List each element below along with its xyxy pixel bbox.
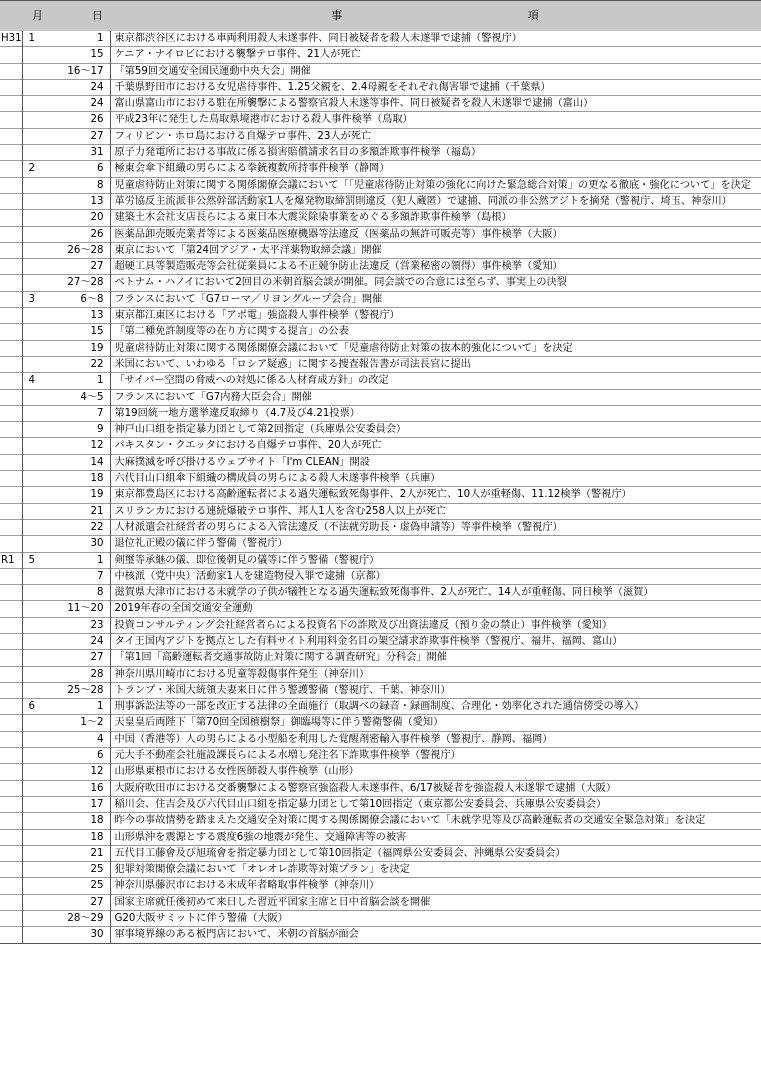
table-row xyxy=(0,259,761,275)
month-cell xyxy=(22,259,44,275)
era-cell xyxy=(0,911,22,927)
event-cell: トランプ・米国大統領夫妻来日に伴う警護警備（警視庁、千葉、神奈川） xyxy=(114,684,451,696)
event-cell: 五代目工藤會及び旭琉會を指定暴力団として第10回指定（福岡県公安委員会、沖縄県公安委員会） xyxy=(114,847,566,859)
table-row xyxy=(0,193,761,209)
month-cell xyxy=(22,878,44,894)
era-cell xyxy=(0,275,22,291)
month-cell xyxy=(22,715,44,731)
era-cell xyxy=(0,878,22,894)
era-cell xyxy=(0,471,22,487)
event-cell: 中国（香港等）人の男らによる小型船を利用した覚醒剤密輸入事件検挙（警視庁、静岡、福岡） xyxy=(114,733,553,745)
era-cell xyxy=(0,422,22,438)
day-cell: 21 xyxy=(44,503,110,519)
month-cell xyxy=(22,862,44,878)
table-body xyxy=(0,31,761,943)
event-cell: 滋賀県大津市における未就学の子供が犠牲となる過失運転致死傷事件、2人が死亡、14人が重軽傷、同日検挙（滋賀） xyxy=(114,587,654,599)
event-cell: 「第1回「高齢運転者交通事故防止対策に関する調査研究」分科会」開催 xyxy=(114,652,447,664)
month-cell: 6 xyxy=(28,701,35,713)
month-cell xyxy=(22,47,44,63)
month-cell xyxy=(22,519,44,535)
day-cell: 1 xyxy=(44,552,110,568)
table-row xyxy=(0,519,761,535)
table-row xyxy=(0,340,761,356)
day-cell: 22 xyxy=(44,356,110,372)
table-row xyxy=(0,373,761,389)
era-cell xyxy=(0,242,22,258)
month-cell xyxy=(22,536,44,552)
month-cell xyxy=(22,471,44,487)
era-cell xyxy=(0,291,22,307)
event-cell: フィリピン・ホロ島における自爆テロ事件、23人が死亡 xyxy=(114,130,372,142)
month-cell xyxy=(22,210,44,226)
era-cell xyxy=(0,128,22,144)
era-cell xyxy=(0,682,22,698)
event-cell: ベトナム・ハノイにおいて2回目の米朝首脳会談が開催。同会談での合意には至らず、事実上の決裂 xyxy=(114,277,567,289)
day-cell: 9 xyxy=(44,422,110,438)
era-cell: H31 xyxy=(0,31,22,47)
event-cell: 退位礼正殿の儀に伴う警備（警視庁） xyxy=(114,538,288,550)
event-cell: 神戸山口組を指定暴力団として第2回指定（兵庫県公安委員会） xyxy=(114,424,407,436)
day-cell: 17 xyxy=(44,796,110,812)
day-cell: 27 xyxy=(44,894,110,910)
table-row xyxy=(0,128,761,144)
day-cell: 19 xyxy=(44,340,110,356)
month-cell xyxy=(22,601,44,617)
table-row xyxy=(0,471,761,487)
day-cell: 6～8 xyxy=(44,291,110,307)
header-month: 月 xyxy=(22,1,44,32)
table-row xyxy=(0,764,761,780)
table-row xyxy=(0,617,761,633)
month-cell xyxy=(22,405,44,421)
month-cell xyxy=(22,112,44,128)
table-row xyxy=(0,748,761,764)
month-cell xyxy=(22,63,44,79)
table-row xyxy=(0,568,761,584)
table-row xyxy=(0,796,761,812)
event-cell: 東京都豊島区における高齢運転者による過失運転致死傷事件、2人が死亡、10人が重軽傷、11.12検挙（警視庁） xyxy=(114,489,632,501)
table-row xyxy=(0,845,761,861)
table-row xyxy=(0,650,761,666)
month-cell xyxy=(22,79,44,95)
month-cell xyxy=(22,454,44,470)
era-cell xyxy=(0,193,22,209)
era-cell xyxy=(0,503,22,519)
table-row xyxy=(0,536,761,552)
event-cell: タイ王国内アジトを拠点とした有料サイト利用料金名目の架空請求詐欺事件検挙（警視庁、福井、福岡、富山） xyxy=(114,635,623,647)
table-row xyxy=(0,324,761,340)
event-cell: 「第59回交通安全国民運動中央大会」開催 xyxy=(114,65,311,77)
month-cell xyxy=(22,813,44,829)
event-cell: 「サイバー空間の脅威への対処に係る人材育成方針」の改定 xyxy=(114,375,389,387)
table-row xyxy=(0,112,761,128)
month-cell xyxy=(22,193,44,209)
month-cell xyxy=(22,503,44,519)
event-cell: ケニア・ナイロビにおける襲撃テロ事件、21人が死亡 xyxy=(114,49,361,61)
day-cell: 4～5 xyxy=(44,389,110,405)
day-cell: 25 xyxy=(44,878,110,894)
era-cell xyxy=(0,177,22,193)
day-cell: 20 xyxy=(44,210,110,226)
day-cell: 18 xyxy=(44,813,110,829)
event-cell: 犯罪対策閣僚会議において「オレオレ詐欺等対策プラン」を決定 xyxy=(114,864,410,876)
era-cell xyxy=(0,894,22,910)
day-cell: 26～28 xyxy=(44,242,110,258)
event-cell: 山形県沖を震源とする震度6強の地震が発生、交通障害等の被害 xyxy=(114,831,407,843)
month-cell xyxy=(22,308,44,324)
day-cell: 19 xyxy=(44,487,110,503)
era-cell xyxy=(0,79,22,95)
day-cell: 1 xyxy=(44,373,110,389)
era-cell xyxy=(0,259,22,275)
era-cell xyxy=(0,796,22,812)
event-cell: 医薬品卸売販売業者等による医薬品医療機器等法違反（医薬品の無許可販売等）事件検挙（大阪） xyxy=(114,228,563,240)
day-cell: 6 xyxy=(44,748,110,764)
era-cell xyxy=(0,145,22,161)
month-cell xyxy=(22,911,44,927)
table-row xyxy=(0,601,761,617)
day-cell: 1 xyxy=(44,31,110,47)
table-row xyxy=(0,829,761,845)
day-cell: 16 xyxy=(44,780,110,796)
header-day: 日 xyxy=(44,1,110,32)
table-row xyxy=(0,682,761,698)
event-cell: 東京において「第24回アジア・太平洋薬物取締会議」開催 xyxy=(114,244,382,256)
era-cell xyxy=(0,650,22,666)
era-cell xyxy=(0,356,22,372)
era-cell xyxy=(0,112,22,128)
event-cell: 富山県富山市における駐在所襲撃による警察官殺人未遂等事件、同日被疑者を殺人未遂罪で逮捕（富山） xyxy=(114,98,594,110)
table-row xyxy=(0,487,761,503)
month-cell xyxy=(22,128,44,144)
table-row xyxy=(0,226,761,242)
table-row xyxy=(0,927,761,943)
event-cell: 投資コンサルティング会社経営者らによる投資名下の詐欺及び出資法違反（預り金の禁止）事件検挙（愛知） xyxy=(114,619,613,631)
event-cell: 神奈川県藤沢市における未成年者略取事件検挙（神奈川） xyxy=(114,880,380,892)
table-row xyxy=(0,911,761,927)
month-cell xyxy=(22,780,44,796)
era-cell xyxy=(0,731,22,747)
table-row xyxy=(0,177,761,193)
era-cell xyxy=(0,324,22,340)
month-cell xyxy=(22,633,44,649)
event-cell: 第19回統一地方選挙違反取締り（4.7及び4.21投票） xyxy=(114,407,360,419)
table-row xyxy=(0,503,761,519)
event-cell: 「第二種免許制度等の在り方に関する提言」の公表 xyxy=(114,326,349,338)
event-cell: 昨今の事故情勢を踏まえた交通安全対策に関する関係閣僚会議において「未就学児等及び高齢運転者の交通安全緊急対策」を決定 xyxy=(114,815,706,827)
era-cell xyxy=(0,748,22,764)
event-cell: G20大阪サミットに伴う警備（大阪） xyxy=(114,913,288,925)
event-cell: 剣璽等承継の儀、即位後朝見の儀等に伴う警備（警視庁） xyxy=(114,554,380,566)
day-cell: 26 xyxy=(44,112,110,128)
era-cell xyxy=(0,617,22,633)
table-row xyxy=(0,715,761,731)
day-cell: 1 xyxy=(44,699,110,715)
table-row xyxy=(0,275,761,291)
table-header xyxy=(0,1,761,32)
event-cell: 大阪府吹田市における交番襲撃による警察官強盗殺人未遂事件、6/17被疑者を強盗殺人未遂罪で逮捕（大阪） xyxy=(114,782,617,794)
event-cell: 極東会傘下組織の男らによる拳銃複数所持事件検挙（静岡） xyxy=(114,163,390,175)
month-cell xyxy=(22,177,44,193)
era-cell xyxy=(0,96,22,112)
day-cell: 24 xyxy=(44,633,110,649)
month-cell xyxy=(22,438,44,454)
event-cell: 超硬工具等製造販売等会社従業員による不正競争防止法違反（営業秘密の領得）事件検挙（愛知） xyxy=(114,261,563,273)
event-cell: 建築土木会社支店長らによる東日本大震災除染事業をめぐる多額詐欺事件検挙（島根） xyxy=(114,212,512,224)
day-cell: 12 xyxy=(44,438,110,454)
day-cell: 11～20 xyxy=(44,601,110,617)
day-cell: 27 xyxy=(44,259,110,275)
month-cell: 4 xyxy=(28,375,35,387)
era-cell xyxy=(0,308,22,324)
day-cell: 30 xyxy=(44,536,110,552)
era-cell xyxy=(0,927,22,943)
month-cell xyxy=(22,145,44,161)
era-cell xyxy=(0,845,22,861)
event-cell: 児童虐待防止対策に関する関係閣僚会議において「「児童虐待防止対策の強化に向けた緊急総合対策」の更なる徹底・強化について」を決定 xyxy=(114,179,752,191)
table-row xyxy=(0,780,761,796)
day-cell: 26 xyxy=(44,226,110,242)
table-row xyxy=(0,878,761,894)
table-row xyxy=(0,454,761,470)
table-row xyxy=(0,862,761,878)
day-cell: 21 xyxy=(44,845,110,861)
era-cell xyxy=(0,405,22,421)
day-cell: 22 xyxy=(44,519,110,535)
era-cell xyxy=(0,454,22,470)
table-row xyxy=(0,389,761,405)
table-row xyxy=(0,552,761,568)
month-cell xyxy=(22,568,44,584)
event-cell: 千葉県野田市における女児虐待事件、1.25父親を、2.4母親をそれぞれ傷害罪で逮捕（千葉県） xyxy=(114,81,551,93)
event-cell: 児童虐待防止対策に関する関係閣僚会議において「児童虐待防止対策の抜本的強化について」を決定 xyxy=(114,342,573,354)
era-cell xyxy=(0,666,22,682)
month-cell xyxy=(22,226,44,242)
day-cell: 7 xyxy=(44,568,110,584)
era-cell xyxy=(0,389,22,405)
era-cell xyxy=(0,829,22,845)
day-cell: 27 xyxy=(44,128,110,144)
table-row xyxy=(0,145,761,161)
day-cell: 14 xyxy=(44,454,110,470)
event-cell: 国家主席就任後初めて来日した習近平国家主席と日中首脳会談を開催 xyxy=(114,896,431,908)
table-row xyxy=(0,585,761,601)
month-cell xyxy=(22,356,44,372)
month-cell: 3 xyxy=(28,293,35,305)
event-cell: 2019年春の全国交通安全運動 xyxy=(114,603,253,615)
month-cell xyxy=(22,927,44,943)
event-cell: 六代目山口組傘下組織の構成員の男らによる殺人未遂事件検挙（兵庫） xyxy=(114,473,441,485)
table-row xyxy=(0,63,761,79)
month-cell xyxy=(22,389,44,405)
era-cell xyxy=(0,601,22,617)
event-cell: 中核派（党中央）活動家1人を建造物侵入罪で逮捕（京都） xyxy=(114,570,386,582)
month-cell xyxy=(22,845,44,861)
table-row xyxy=(0,210,761,226)
era-cell xyxy=(0,699,22,715)
table-row xyxy=(0,731,761,747)
era-cell xyxy=(0,226,22,242)
month-cell xyxy=(22,682,44,698)
day-cell: 6 xyxy=(44,161,110,177)
table-row xyxy=(0,633,761,649)
day-cell: 15 xyxy=(44,324,110,340)
month-cell xyxy=(22,731,44,747)
day-cell: 15 xyxy=(44,47,110,63)
event-cell: 軍事境界線のある板門店において、米朝の首脳が面会 xyxy=(114,929,359,941)
day-cell: 23 xyxy=(44,617,110,633)
day-cell: 28～29 xyxy=(44,911,110,927)
day-cell: 27 xyxy=(44,650,110,666)
day-cell: 18 xyxy=(44,829,110,845)
event-cell: 革労協反主流派非公然幹部活動家1人を爆発物取締罰則違反（犯人蔵匿）で逮捕、同派の非公然アジトを摘発（警視庁、埼玉、神奈川） xyxy=(114,195,732,207)
day-cell: 28 xyxy=(44,666,110,682)
month-cell xyxy=(22,585,44,601)
day-cell: 12 xyxy=(44,764,110,780)
table-row xyxy=(0,405,761,421)
era-cell xyxy=(0,373,22,389)
day-cell: 24 xyxy=(44,79,110,95)
era-cell xyxy=(0,438,22,454)
era-cell xyxy=(0,487,22,503)
event-cell: 神奈川県川崎市における児童等殺傷事件発生（神奈川） xyxy=(114,668,370,680)
event-cell: 平成23年に発生した鳥取県境港市における殺人事件検挙（鳥取） xyxy=(114,114,413,126)
month-cell xyxy=(22,96,44,112)
era-cell xyxy=(0,161,22,177)
era-cell xyxy=(0,519,22,535)
event-cell: 稲川会、住吉会及び六代目山口組を指定暴力団として第10回指定（東京都公安委員会、兵庫県公安委員会） xyxy=(114,798,607,810)
month-cell xyxy=(22,748,44,764)
table-row xyxy=(0,47,761,63)
table-row xyxy=(0,356,761,372)
table-row xyxy=(0,96,761,112)
era-cell xyxy=(0,63,22,79)
era-cell xyxy=(0,780,22,796)
month-cell: 2 xyxy=(28,163,35,175)
era-cell xyxy=(0,210,22,226)
event-cell: 元大手不動産会社施設課長らによる水増し発注名下詐欺事件検挙（警視庁） xyxy=(114,750,461,762)
event-cell: スリランカにおける連続爆破テロ事件、邦人1人を含む258人以上が死亡 xyxy=(114,505,447,517)
day-cell: 4 xyxy=(44,731,110,747)
month-cell xyxy=(22,829,44,845)
day-cell: 8 xyxy=(44,585,110,601)
event-cell: 東京都渋谷区における車両利用殺人未遂事件、同日被疑者を殺人未遂罪で逮捕（警視庁） xyxy=(114,33,522,44)
month-cell xyxy=(22,324,44,340)
month-cell xyxy=(22,764,44,780)
month-cell xyxy=(22,487,44,503)
day-cell: 27～28 xyxy=(44,275,110,291)
era-cell xyxy=(0,585,22,601)
table-row xyxy=(0,894,761,910)
day-cell: 31 xyxy=(44,145,110,161)
table-row xyxy=(0,699,761,715)
era-cell xyxy=(0,568,22,584)
event-cell: 刑事訴訟法等の一部を改正する法律の全面施行（取調べの録音・録画制度、合理化・効率化された通信傍受の導入） xyxy=(114,701,645,713)
day-cell: 7 xyxy=(44,405,110,421)
header-matter: 事 項 xyxy=(110,1,761,32)
era-cell xyxy=(0,715,22,731)
header-era xyxy=(0,1,22,32)
month-cell xyxy=(22,340,44,356)
event-cell: 東京都江東区における「アポ電」強盗殺人事件検挙（警視庁） xyxy=(114,310,400,322)
event-cell: 米国において、いわゆる「ロシア疑惑」に関する捜査報告書が司法長官に提出 xyxy=(114,358,471,370)
table-row xyxy=(0,422,761,438)
day-cell: 8 xyxy=(44,177,110,193)
table-row xyxy=(0,79,761,95)
day-cell: 13 xyxy=(44,308,110,324)
era-cell xyxy=(0,764,22,780)
era-cell xyxy=(0,536,22,552)
month-cell xyxy=(22,422,44,438)
era-cell: R1 xyxy=(0,552,22,568)
month-cell xyxy=(22,894,44,910)
event-cell: 原子力発電所における事故に係る損害賠償請求名目の多額詐欺事件検挙（福島） xyxy=(114,147,482,159)
table-row xyxy=(0,291,761,307)
day-cell: 25～28 xyxy=(44,682,110,698)
event-cell: パキスタン・クエッタにおける自爆テロ事件、20人が死亡 xyxy=(114,440,382,452)
day-cell: 13 xyxy=(44,193,110,209)
table-row xyxy=(0,308,761,324)
era-cell xyxy=(0,47,22,63)
era-cell xyxy=(0,633,22,649)
month-cell xyxy=(22,275,44,291)
era-cell xyxy=(0,862,22,878)
month-cell xyxy=(22,796,44,812)
day-cell: 30 xyxy=(44,927,110,943)
month-cell: 5 xyxy=(28,554,35,566)
day-cell: 25 xyxy=(44,862,110,878)
day-cell: 24 xyxy=(44,96,110,112)
table-row xyxy=(0,438,761,454)
event-cell: フランスにおいて「G7内務大臣会合」開催 xyxy=(114,391,312,403)
event-cell: フランスにおいて「G7ローマ／リヨングループ会合」開催 xyxy=(114,293,383,305)
table-row xyxy=(0,161,761,177)
event-cell: 人材派遣会社経営者の男らによる入管法違反（不法就労助長・虚偽申請等）等事件検挙（警視庁） xyxy=(114,521,563,533)
day-cell: 1～2 xyxy=(44,715,110,731)
era-cell xyxy=(0,340,22,356)
day-cell: 18 xyxy=(44,471,110,487)
event-cell: 山形県東根市における女性医師殺人事件検挙（山形） xyxy=(114,766,359,778)
table-row xyxy=(0,31,761,47)
table-row xyxy=(0,666,761,682)
month-cell xyxy=(22,666,44,682)
event-cell: 天皇皇后両陛下「第70回全国植樹祭」御臨場等に伴う警衛警備（愛知） xyxy=(114,717,444,729)
month-cell xyxy=(22,617,44,633)
era-cell xyxy=(0,813,22,829)
day-cell: 16～17 xyxy=(44,63,110,79)
month-cell xyxy=(22,650,44,666)
table-row xyxy=(0,242,761,258)
month-cell: 1 xyxy=(28,33,35,44)
month-cell xyxy=(22,242,44,258)
table-row xyxy=(0,813,761,829)
event-cell: 大麻撲滅を呼び掛けるウェブサイト「I'm CLEAN」開設 xyxy=(114,456,370,468)
